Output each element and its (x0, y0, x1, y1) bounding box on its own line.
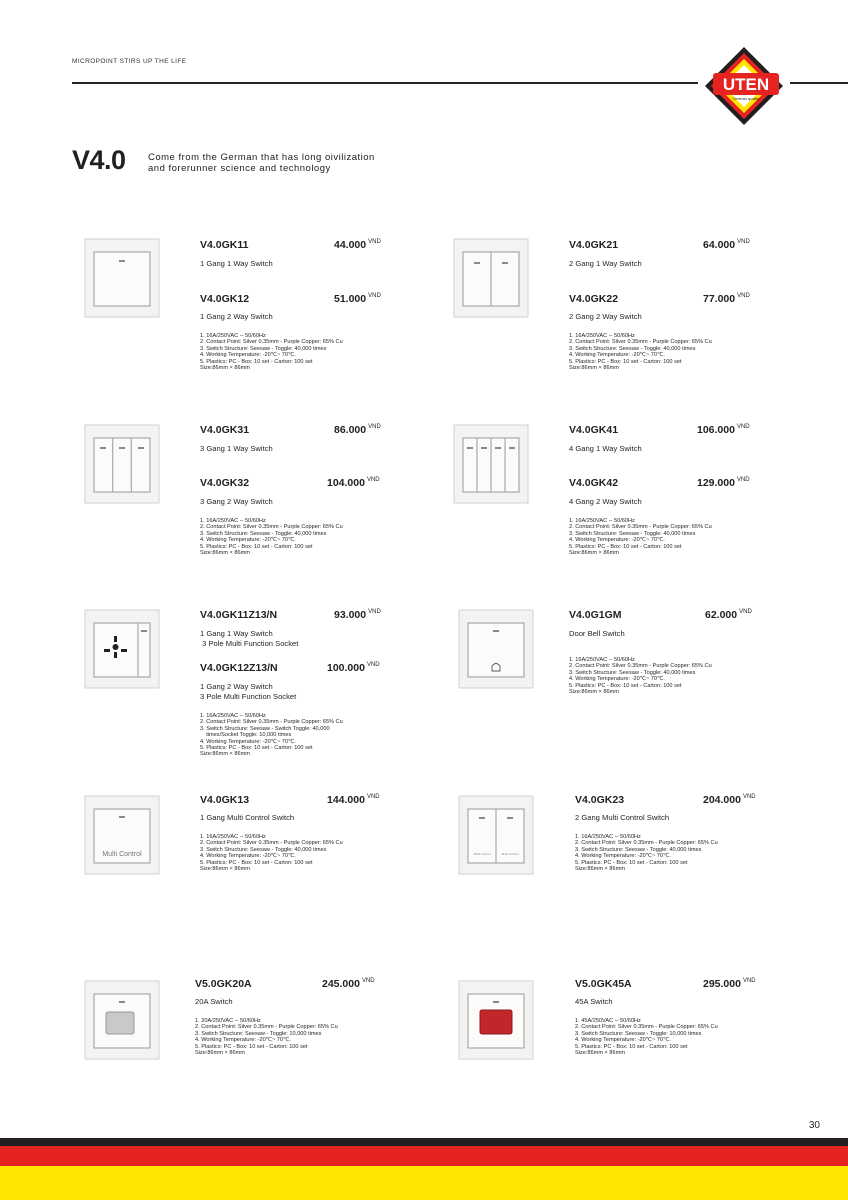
price: 51.000 $^{VND}$ (334, 293, 381, 305)
currency: VND (366, 794, 380, 800)
header-tagline: MICROPOINT STIRS UP THE LIFE (72, 58, 187, 65)
model-code: V4.0GK12Z13/N (200, 662, 278, 674)
currency: VND (368, 609, 381, 615)
currency: VND (737, 239, 750, 245)
logo-subtext: German quality (732, 96, 760, 101)
model-code: V4.0GK11 (200, 239, 249, 251)
spec-list: 1. 16A/250VAC -- 50/60Hz 2. Contact Point: Silver 0.35mm - Purple Copper: 65% Cu 3. Switch Structure: Seesaw - Switch Toggle: 40,000 times/Socket Toggle: 10,000 times 4. Working Temperature: -20℃~ 70℃. 5. Plastics: PC - Box: 10 set - Carton: 100 set Size:86mm × 86mm (200, 713, 343, 758)
series-code: V4.0 (72, 145, 126, 175)
spec-list: 1. 16A/250VAC -- 50/60Hz 2. Contact Point: Silver 0.35mm - Purple Copper: 65% Cu 3. Switch Structure: Seesaw - Toggle: 40,000 times 4. Working Temperature: -20℃~ 70℃. 5. Plastics: PC - Box: 10 set - Carton: 100 set Size:86mm × 86mm (575, 834, 718, 873)
spec-list: 1. 16A/250VAC -- 50/60Hz 2. Contact Point: Silver 0.35mm - Purple Copper: 65% Cu 3. Switch Structure: Seesaw - Toggle: 40,000 times 4. Working Temperature: -20℃~ 70℃. 5. Plastics: PC - Box: 10 set - Carton: 100 set Size:86mm × 86mm (569, 518, 712, 557)
switch-face-label: Multi Control (501, 852, 519, 856)
price: 129.000 $^{VND}$ (697, 477, 750, 489)
model-code: V4.0GK32 (200, 477, 250, 489)
spec-list: 1. 20A/250VAC -- 50/60Hz 2. Contact Point: Silver 0.35mm - Purple Copper: 65% Cu 3. Switch Structure: Seesaw - Toggle: 10,000 times 4. Working Temperature: -20℃~ 70℃. 5. Plastics: PC - Box: 10 set - Carton: 100 set Size:86mm × 86mm (195, 1018, 338, 1057)
page-number: 30 (808, 1120, 820, 1131)
product-name: 1 Gang 2 Way Switch 3 Pole Multi Function Socket (200, 682, 297, 701)
model-code: V4.0GK31 (200, 424, 250, 436)
price: 100.000 $^{VND}$ (327, 662, 380, 674)
model-code: V5.0GK45A (575, 978, 632, 990)
multi-control-2-gang-image (458, 795, 534, 875)
spec-list: 1. 16A/250VAC -- 50/60Hz 2. Contact Point: Silver 0.35mm - Purple Copper: 65% Cu 3. Switch Structure: Seesaw - Toggle: 40,000 times 4. Working Temperature: -20℃~ 70℃. 5. Plastics: PC - Box: 10 set - Carton: 100 set Size:86mm × 86mm (569, 333, 712, 372)
spec-list: 1. 45A/250VAC -- 50/60Hz 2. Contact Point: Silver 0.35mm - Purple Copper: 65% Cu 3. Switch Structure: Seesaw - Toggle: 10,000 times 4. Working Temperature: -20℃~ 70℃. 5. Plastics: PC - Box: 10 set - Carton: 100 set Size:86mm × 86mm (575, 1018, 718, 1057)
logo-text: UTEN (722, 75, 770, 94)
series-description (148, 152, 375, 174)
price: 44.000 $^{VND}$ (334, 239, 381, 251)
product-name: 4 Gang 2 Way Switch (569, 497, 642, 506)
price: 295.000 $^{VND}$ (703, 978, 756, 990)
switch-20a-image (84, 980, 160, 1060)
currency: VND (366, 662, 380, 668)
product-name: 4 Gang 1 Way Switch (569, 444, 642, 453)
product-name: 2 Gang 2 Way Switch (569, 312, 642, 321)
product-name: Door Bell Switch (569, 629, 625, 638)
series-description-line-2: and forerunner science and technology (148, 163, 331, 174)
currency: VND (368, 239, 381, 245)
product-name: 1 Gang Multi Control Switch (200, 813, 295, 822)
model-code: V4.0GK13 (200, 794, 250, 806)
flag-band-red (0, 1146, 848, 1166)
product-name: 1 Gang 1 Way Switch (200, 259, 273, 268)
currency: VND (742, 978, 756, 984)
uten-logo (703, 45, 785, 127)
product-name: 3 Gang 1 Way Switch (200, 444, 273, 453)
price: 245.000 $^{VND}$ (322, 978, 375, 990)
door-bell-switch-image (458, 609, 534, 689)
product-name: 1 Gang 1 Way Switch 3 Pole Multi Function Socket (200, 629, 299, 648)
model-code: V4.0GK11Z13/N (200, 609, 278, 621)
product-name: 1 Gang 2 Way Switch (200, 312, 273, 321)
product-name: 2 Gang Multi Control Switch (575, 813, 670, 822)
spec-list: 1. 16A/250VAC -- 50/60Hz 2. Contact Point: Silver 0.35mm - Purple Copper: 65% Cu 3. Switch Structure: Seesaw - Toggle: 40,000 times 4. Working Temperature: -20℃~ 70℃. 5. Plastics: PC - Box: 10 set - Carton: 100 set Size:86mm × 86mm (200, 834, 343, 873)
price: 204.000 $^{VND}$ (703, 794, 756, 806)
price: 62.000 $^{VND}$ (705, 609, 752, 621)
currency: VND (737, 293, 750, 299)
price: 106.000 $^{VND}$ (697, 424, 750, 436)
model-code: V4.0G1GM (569, 609, 622, 621)
product-name: 3 Gang 2 Way Switch (200, 497, 273, 506)
model-code: V4.0GK12 (200, 293, 250, 305)
spec-list: 1. 16A/250VAC -- 50/60Hz 2. Contact Point: Silver 0.35mm - Purple Copper: 65% Cu 3. Switch Structure: Seesaw - Toggle: 40,000 times 4. Working Temperature: -20℃~ 70℃. 5. Plastics: PC - Box: 10 set - Carton: 100 set Size:86mm × 86mm (200, 333, 343, 372)
price: 104.000 $^{VND}$ (327, 477, 380, 489)
product-name: 20A Switch (195, 997, 233, 1006)
currency: VND (368, 293, 381, 299)
flag-band-yellow (0, 1166, 848, 1200)
switch-face-label: Multi Control (473, 852, 491, 856)
price: 64.000 $^{VND}$ (703, 239, 750, 251)
switch-1-gang-image (84, 238, 160, 318)
model-code: V4.0GK41 (569, 424, 619, 436)
price: 93.000 $^{VND}$ (334, 609, 381, 621)
spec-list: 1. 16A/250VAC -- 50/60Hz 2. Contact Point: Silver 0.35mm - Purple Copper: 65% Cu 3. Switch Structure: Seesaw - Toggle: 40,000 times 4. Working Temperature: -20℃~ 70℃. 5. Plastics: PC - Box: 10 set - Carton: 100 set Size:86mm × 86mm (569, 657, 712, 696)
series-description-line-1: Come from the German that has long oivilization (148, 152, 375, 163)
price: 86.000 $^{VND}$ (334, 424, 381, 436)
switch-45a-image (458, 980, 534, 1060)
spec-list: 1. 16A/250VAC -- 50/60Hz 2. Contact Point: Silver 0.35mm - Purple Copper: 65% Cu 3. Switch Structure: Seesaw - Toggle: 40,000 times 4. Working Temperature: -20℃~ 70℃. 5. Plastics: PC - Box: 10 set - Carton: 100 set Size:86mm × 86mm (200, 518, 343, 557)
multi-control-switch-image (84, 795, 160, 875)
currency: VND (736, 477, 750, 483)
currency: VND (368, 424, 381, 430)
switch-2-gang-image (453, 238, 529, 318)
currency: VND (366, 477, 380, 483)
currency: VND (361, 978, 375, 984)
currency: VND (742, 794, 756, 800)
product-name: 2 Gang 1 Way Switch (569, 259, 642, 268)
price: 144.000 $^{VND}$ (327, 794, 380, 806)
price: 77.000 $^{VND}$ (703, 293, 750, 305)
switch-socket-image (84, 609, 160, 689)
flag-band-black (0, 1138, 848, 1146)
switch-face-label: Multi Control (102, 851, 142, 858)
switch-3-gang-image (84, 424, 160, 504)
model-code: V4.0GK42 (569, 477, 619, 489)
model-code: V5.0GK20A (195, 978, 252, 990)
header-rule (72, 82, 698, 84)
model-code: V4.0GK22 (569, 293, 619, 305)
currency: VND (736, 424, 750, 430)
currency: VND (739, 609, 752, 615)
switch-4-gang-image (453, 424, 529, 504)
product-name: 45A Switch (575, 997, 613, 1006)
model-code: V4.0GK23 (575, 794, 625, 806)
header-rule-right (790, 82, 848, 84)
model-code: V4.0GK21 (569, 239, 619, 251)
